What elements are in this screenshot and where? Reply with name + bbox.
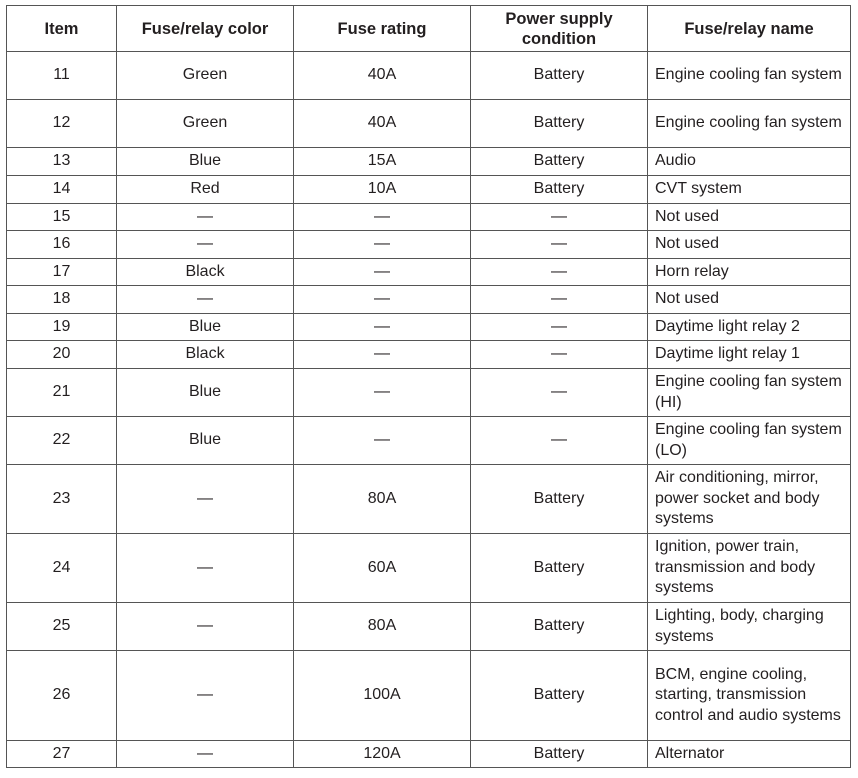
cell-name: Air conditioning, mirror, power socket and body systems (648, 465, 851, 534)
cell-item: 23 (7, 465, 117, 534)
cell-color: Blue (117, 148, 294, 176)
cell-supply: — (471, 286, 648, 314)
table-row (7, 286, 851, 314)
cell-item: 12 (7, 100, 117, 148)
cell-name: Daytime light relay 2 (648, 314, 851, 341)
cell-rating: 80A (294, 603, 471, 651)
cell-item: 17 (7, 259, 117, 286)
table-row (7, 148, 851, 176)
column-header-item: Item (7, 6, 117, 52)
cell-color: — (117, 651, 294, 741)
cell-rating: 120A (294, 741, 471, 768)
fuse-relay-table (6, 5, 851, 768)
cell-color: Blue (117, 314, 294, 341)
cell-name: Not used (648, 204, 851, 231)
cell-item: 20 (7, 341, 117, 369)
cell-color: Black (117, 259, 294, 286)
cell-item: 15 (7, 204, 117, 231)
table-row (7, 369, 851, 417)
cell-rating: 60A (294, 534, 471, 603)
column-header-color: Fuse/relay color (117, 6, 294, 52)
cell-supply: Battery (471, 741, 648, 768)
cell-rating: — (294, 417, 471, 465)
cell-color: — (117, 534, 294, 603)
cell-color: Green (117, 52, 294, 100)
column-header-supply: Power supply condition (471, 6, 648, 52)
cell-color: — (117, 286, 294, 314)
cell-name: Alternator (648, 741, 851, 768)
cell-name: Engine cooling fan system (HI) (648, 369, 851, 417)
cell-rating: 10A (294, 176, 471, 204)
cell-rating: — (294, 231, 471, 259)
cell-supply: Battery (471, 176, 648, 204)
cell-rating: — (294, 286, 471, 314)
cell-supply: — (471, 204, 648, 231)
table-body (7, 52, 851, 768)
cell-color: Black (117, 341, 294, 369)
cell-color: Red (117, 176, 294, 204)
cell-name: Not used (648, 231, 851, 259)
cell-supply: Battery (471, 148, 648, 176)
cell-item: 19 (7, 314, 117, 341)
cell-item: 25 (7, 603, 117, 651)
cell-supply: — (471, 231, 648, 259)
cell-item: 27 (7, 741, 117, 768)
cell-name: Horn relay (648, 259, 851, 286)
table-header-row (7, 6, 851, 52)
table-row (7, 176, 851, 204)
table-row (7, 534, 851, 603)
cell-name: Lighting, body, charging systems (648, 603, 851, 651)
cell-supply: Battery (471, 603, 648, 651)
table-row (7, 465, 851, 534)
cell-color: — (117, 741, 294, 768)
table-row (7, 259, 851, 286)
cell-name: Engine cooling fan system (648, 52, 851, 100)
table-row (7, 651, 851, 741)
table-row (7, 341, 851, 369)
cell-item: 16 (7, 231, 117, 259)
cell-item: 21 (7, 369, 117, 417)
cell-color: Blue (117, 417, 294, 465)
table-row (7, 603, 851, 651)
cell-supply: Battery (471, 651, 648, 741)
cell-color: Green (117, 100, 294, 148)
cell-supply: Battery (471, 52, 648, 100)
cell-item: 11 (7, 52, 117, 100)
cell-name: Not used (648, 286, 851, 314)
cell-item: 14 (7, 176, 117, 204)
cell-rating: 40A (294, 100, 471, 148)
cell-name: Daytime light relay 1 (648, 341, 851, 369)
cell-supply: — (471, 259, 648, 286)
cell-item: 22 (7, 417, 117, 465)
cell-name: Engine cooling fan system (648, 100, 851, 148)
cell-rating: — (294, 314, 471, 341)
column-header-name: Fuse/relay name (648, 6, 851, 52)
table-row (7, 204, 851, 231)
cell-name: Audio (648, 148, 851, 176)
cell-item: 24 (7, 534, 117, 603)
cell-item: 26 (7, 651, 117, 741)
cell-rating: — (294, 369, 471, 417)
cell-color: — (117, 231, 294, 259)
cell-supply: — (471, 341, 648, 369)
cell-supply: — (471, 417, 648, 465)
table-row (7, 314, 851, 341)
cell-color: — (117, 204, 294, 231)
column-header-rating: Fuse rating (294, 6, 471, 52)
cell-item: 18 (7, 286, 117, 314)
cell-supply: Battery (471, 534, 648, 603)
table-row (7, 100, 851, 148)
cell-color: — (117, 465, 294, 534)
cell-rating: 100A (294, 651, 471, 741)
cell-supply: Battery (471, 100, 648, 148)
cell-rating: 80A (294, 465, 471, 534)
cell-supply: Battery (471, 465, 648, 534)
cell-supply: — (471, 314, 648, 341)
cell-color: — (117, 603, 294, 651)
cell-supply: — (471, 369, 648, 417)
table-row (7, 52, 851, 100)
cell-item: 13 (7, 148, 117, 176)
cell-name: CVT system (648, 176, 851, 204)
cell-rating: 40A (294, 52, 471, 100)
table-row (7, 231, 851, 259)
cell-rating: — (294, 259, 471, 286)
cell-name: Ignition, power train, transmission and body systems (648, 534, 851, 603)
cell-rating: — (294, 341, 471, 369)
cell-rating: — (294, 204, 471, 231)
cell-name: BCM, engine cooling, starting, transmission control and audio systems (648, 651, 851, 741)
cell-color: Blue (117, 369, 294, 417)
cell-name: Engine cooling fan system (LO) (648, 417, 851, 465)
table-row (7, 417, 851, 465)
cell-rating: 15A (294, 148, 471, 176)
table-row (7, 741, 851, 768)
